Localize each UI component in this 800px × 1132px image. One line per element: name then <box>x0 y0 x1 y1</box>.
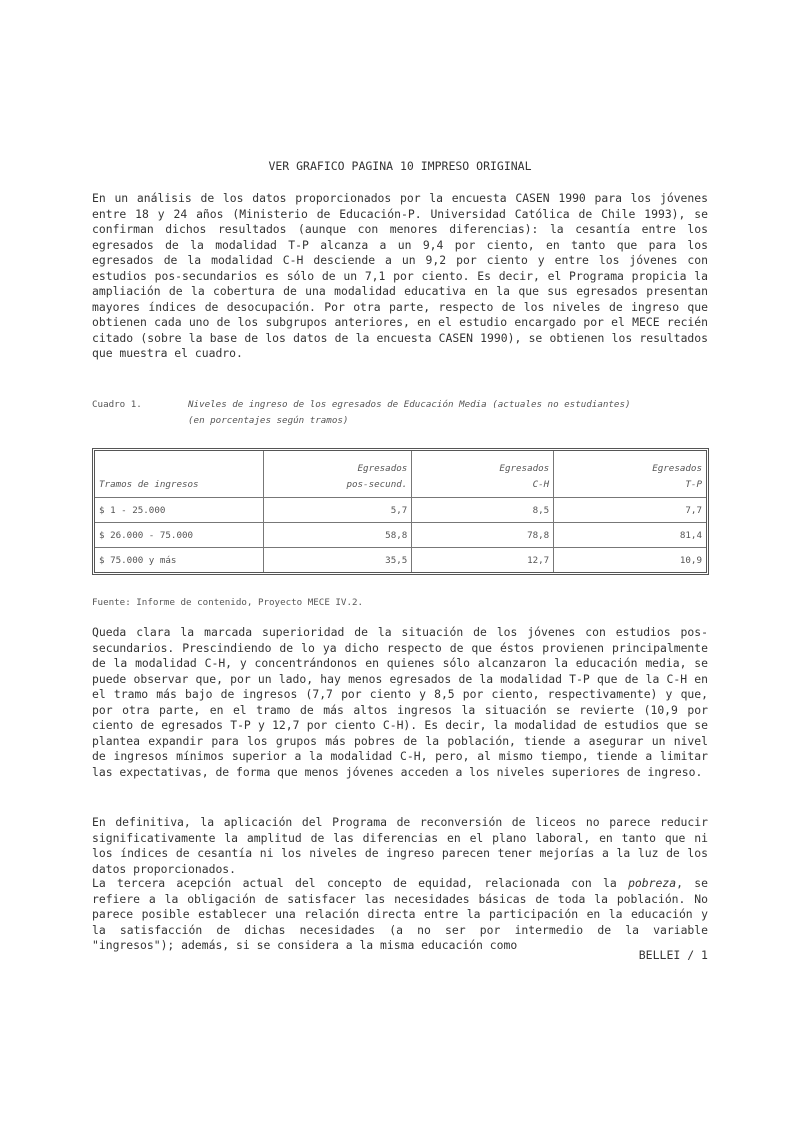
cell-ch: 8,5 <box>412 498 554 523</box>
table-row <box>95 523 706 548</box>
cell-tramo: $ 1 - 25.000 <box>95 498 264 523</box>
caption-line-2: (en porcentajes según tramos) <box>188 415 349 426</box>
page-footer: BELLEI / 1 <box>638 948 708 962</box>
paragraph-2: Queda clara la marcada superioridad de la situación de los jóvenes con estudios pos-secundarios. Prescindiendo de lo ya dicho respecto de que éstos provienen principalmente de la modalidad C-H, y concentrándonos en quienes sólo alcanzaron la educación media, se puede observar que, por un lado, hay menos egresados de la modalidad T-P que de la C-H en el tramo más bajo de ingresos (7,7 por ciento y 8,5 por ciento, respectivamente) y que, por otra parte, en el tramo de más altos ingresos la situación se revierte (10,9 por ciento de egresados T-P y 12,7 por ciento C-H). Es decir, la modalidad de estudios que se plantea expandir para los grupos más pobres de la población, tiende a asegurar un nivel de ingresos mínimos superior a la modalidad C-H, pero, al mismo tiempo, tiende a limitar las expectativas, de forma que menos jóvenes acceden a los niveles superiores de ingreso. <box>92 625 708 779</box>
cell-pos: 58,8 <box>264 523 412 548</box>
table-row <box>95 498 706 523</box>
cell-tramo: $ 26.000 - 75.000 <box>95 523 264 548</box>
table-source: Fuente: Informe de contenido, Proyecto MECE IV.2. <box>92 597 364 608</box>
income-table <box>92 448 709 575</box>
page-heading: VER GRAFICO PAGINA 10 IMPRESO ORIGINAL <box>268 159 532 173</box>
cell-tramo: $ 75.000 y más <box>95 548 264 572</box>
table-header-row <box>95 451 706 498</box>
cell-pos: 35,5 <box>264 548 412 572</box>
paragraph-1: En un análisis de los datos proporcionados por la encuesta CASEN 1990 para los jóvenes entre 18 y 24 años (Ministerio de Educación-P. Universidad Católica de Chile 1993), se confirman dichos resultados (aunque con menores diferencias): la cesantía entre los egresados de la modalidad T-P alcanza a un 9,4 por ciento, en tanto que para los egresados de la modalidad C-H desciende a un 9,2 por ciento y entre los jóvenes con estudios pos-secundarios es sólo de un 7,1 por ciento. Es decir, el Programa propicia la ampliación de la cobertura de una modalidad educativa en la que sus egresados presentan mayores índices de desocupación. Por otra parte, respecto de los niveles de ingreso que obtienen cada uno de los subgrupos anteriores, en el estudio encargado por el MECE recién citado (sobre la base de los datos de la encuesta CASEN 1990), se obtienen los resultados que muestra el cuadro. <box>92 191 708 360</box>
paragraph-4: La tercera acepción actual del concepto de equidad, relacionada con la pobreza, se refiere a la obligación de satisfacer las necesidades básicas de toda la población. No parece posible establecer una relación directa entre la participación en la educación y la satisfacción de dichas necesidades (a no ser por intermedio de la variable "ingresos"); además, si se considera a la misma educación como <box>92 876 708 952</box>
cell-tp: 81,4 <box>554 523 706 548</box>
header-tp: Egresados T-P <box>554 451 706 498</box>
cell-tp: 7,7 <box>554 498 706 523</box>
table-row <box>95 548 706 572</box>
emphasis-pobreza: pobreza <box>628 876 677 890</box>
header-pos-secund: Egresados pos-secund. <box>264 451 412 498</box>
header-tramos: Tramos de ingresos <box>95 451 264 498</box>
cell-tp: 10,9 <box>679 554 702 566</box>
header-ch: Egresados C-H <box>412 451 554 498</box>
caption-label: Cuadro 1. <box>92 399 142 410</box>
cell-ch: 12,7 <box>412 548 554 572</box>
table-caption <box>92 397 708 429</box>
cell-ch: 78,8 <box>412 523 554 548</box>
paragraph-3: En definitiva, la aplicación del Programa de reconversión de liceos no parece reducir significativamente la amplitud de las diferencias en el plano laboral, en tanto que ni los índices de cesantía ni los niveles de ingreso parecen tener mejorías a la luz de los datos proporcionados. <box>92 815 708 876</box>
cell-pos: 5,7 <box>264 498 412 523</box>
caption-line-1: Niveles de ingreso de los egresados de Educación Media (actuales no estudiantes) <box>188 399 631 410</box>
